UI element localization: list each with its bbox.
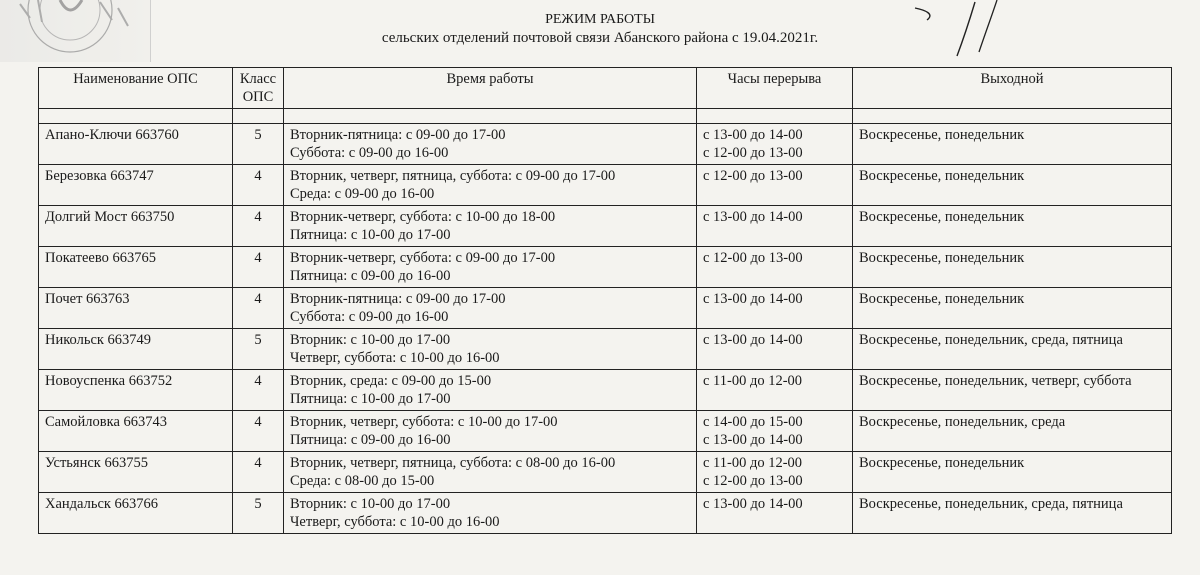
working-hours-line: Вторник: с 10-00 до 17-00 xyxy=(290,332,451,348)
table-row xyxy=(39,370,1172,411)
table-row xyxy=(39,493,1172,534)
cell-working-hours xyxy=(284,247,697,288)
cell-working-hours xyxy=(284,329,697,370)
cell-break-hours xyxy=(697,329,853,370)
column-header-breaks: Часы перерыва xyxy=(697,68,853,109)
cell-days-off: Воскресенье, понедельник xyxy=(853,124,1172,165)
cell-office-class: 5 xyxy=(233,124,284,165)
cell-office-class: 4 xyxy=(233,206,284,247)
table-row xyxy=(39,411,1172,452)
working-hours-line: Пятница: с 09-00 до 16-00 xyxy=(290,432,451,448)
working-hours-line: Пятница: с 10-00 до 17-00 xyxy=(290,391,451,407)
cell-office-class: 4 xyxy=(233,165,284,206)
column-header-name: Наименование ОПС xyxy=(39,68,233,109)
working-hours-line: Четверг, суббота: с 10-00 до 16-00 xyxy=(290,514,500,530)
cell-office-class: 4 xyxy=(233,370,284,411)
cell-office-name: Покатеево 663765 xyxy=(39,247,233,288)
working-hours-line: Вторник, среда: с 09-00 до 15-00 xyxy=(290,373,492,389)
working-hours-line: Вторник, четверг, суббота: с 10-00 до 17-00 xyxy=(290,414,558,430)
cell-break-hours xyxy=(697,288,853,329)
cell-office-class: 4 xyxy=(233,411,284,452)
working-hours-line: Четверг, суббота: с 10-00 до 16-00 xyxy=(290,350,500,366)
cell-working-hours xyxy=(284,206,697,247)
working-hours-line: Вторник, четверг, пятница, суббота: с 08-00 до 16-00 xyxy=(290,455,616,471)
cell-working-hours xyxy=(284,452,697,493)
document-subtitle: сельских отделений почтовой связи Абанского района с 19.04.2021г. xyxy=(381,30,819,46)
cell-days-off: Воскресенье, понедельник xyxy=(853,247,1172,288)
working-hours-line: Вторник, четверг, пятница, суббота: с 09-00 до 17-00 xyxy=(290,168,616,184)
column-header-days-off: Выходной xyxy=(853,68,1172,109)
column-header-class: Класс ОПС xyxy=(233,68,284,109)
working-hours-line: Среда: с 09-00 до 16-00 xyxy=(290,186,435,202)
cell-days-off: Воскресенье, понедельник, четверг, суббота xyxy=(853,370,1172,411)
working-hours-line: Вторник-пятница: с 09-00 до 17-00 xyxy=(290,291,506,307)
document-title: РЕЖИМ РАБОТЫ xyxy=(545,12,655,27)
cell-break-hours xyxy=(697,165,853,206)
cell-office-name: Березовка 663747 xyxy=(39,165,233,206)
table-row xyxy=(39,452,1172,493)
working-hours-line: Суббота: с 09-00 до 16-00 xyxy=(290,309,449,325)
working-hours-line: Вторник-пятница: с 09-00 до 17-00 xyxy=(290,127,506,143)
header-row xyxy=(39,68,1172,109)
working-hours-line: Суббота: с 09-00 до 16-00 xyxy=(290,145,449,161)
cell-office-name: Самойловка 663743 xyxy=(39,411,233,452)
cell-days-off: Воскресенье, понедельник, среда, пятница xyxy=(853,493,1172,534)
break-hours-line: с 13-00 до 14-00 xyxy=(703,291,803,307)
cell-office-name: Никольск 663749 xyxy=(39,329,233,370)
table-row xyxy=(39,206,1172,247)
break-hours-line: с 13-00 до 14-00 xyxy=(703,127,803,143)
cell-working-hours xyxy=(284,165,697,206)
break-hours-line: с 13-00 до 14-00 xyxy=(703,209,803,225)
working-hours-line: Среда: с 08-00 до 15-00 xyxy=(290,473,435,489)
working-hours-line: Вторник-четверг, суббота: с 09-00 до 17-00 xyxy=(290,250,556,266)
table-row xyxy=(39,247,1172,288)
cell-days-off: Воскресенье, понедельник xyxy=(853,288,1172,329)
cell-working-hours xyxy=(284,411,697,452)
cell-days-off: Воскресенье, понедельник xyxy=(853,206,1172,247)
cell-days-off: Воскресенье, понедельник xyxy=(853,452,1172,493)
break-hours-line: с 12-00 до 13-00 xyxy=(703,473,803,489)
table-row xyxy=(39,288,1172,329)
cell-break-hours xyxy=(697,370,853,411)
schedule-table xyxy=(38,67,1172,534)
break-hours-line: с 13-00 до 14-00 xyxy=(703,332,803,348)
cell-office-class: 5 xyxy=(233,329,284,370)
cell-break-hours xyxy=(697,206,853,247)
table-row xyxy=(39,165,1172,206)
break-hours-line: с 13-00 до 14-00 xyxy=(703,432,803,448)
spacer-row xyxy=(39,109,1172,124)
break-hours-line: с 12-00 до 13-00 xyxy=(703,250,803,266)
cell-working-hours xyxy=(284,370,697,411)
working-hours-line: Вторник: с 10-00 до 17-00 xyxy=(290,496,451,512)
cell-office-name: Устьянск 663755 xyxy=(39,452,233,493)
table-row xyxy=(39,329,1172,370)
cell-working-hours xyxy=(284,124,697,165)
break-hours-line: с 12-00 до 13-00 xyxy=(703,145,803,161)
working-hours-line: Пятница: с 10-00 до 17-00 xyxy=(290,227,451,243)
column-header-hours: Время работы xyxy=(284,68,697,109)
cell-office-name: Апано-Ключи 663760 xyxy=(39,124,233,165)
cell-working-hours xyxy=(284,493,697,534)
table-row xyxy=(39,124,1172,165)
cell-days-off: Воскресенье, понедельник, среда, пятница xyxy=(853,329,1172,370)
cell-days-off: Воскресенье, понедельник, среда xyxy=(853,411,1172,452)
cell-office-class: 4 xyxy=(233,452,284,493)
cell-days-off: Воскресенье, понедельник xyxy=(853,165,1172,206)
break-hours-line: с 11-00 до 12-00 xyxy=(703,455,803,471)
cell-break-hours xyxy=(697,411,853,452)
break-hours-line: с 11-00 до 12-00 xyxy=(703,373,803,389)
cell-break-hours xyxy=(697,452,853,493)
cell-office-name: Почет 663763 xyxy=(39,288,233,329)
cell-break-hours xyxy=(697,124,853,165)
cell-office-class: 4 xyxy=(233,247,284,288)
cell-working-hours xyxy=(284,288,697,329)
cell-office-name: Хандальск 663766 xyxy=(39,493,233,534)
break-hours-line: с 13-00 до 14-00 xyxy=(703,496,803,512)
break-hours-line: с 12-00 до 13-00 xyxy=(703,168,803,184)
cell-office-class: 4 xyxy=(233,288,284,329)
break-hours-line: с 14-00 до 15-00 xyxy=(703,414,803,430)
cell-office-class: 5 xyxy=(233,493,284,534)
cell-office-name: Долгий Мост 663750 xyxy=(39,206,233,247)
working-hours-line: Пятница: с 09-00 до 16-00 xyxy=(290,268,451,284)
working-hours-line: Вторник-четверг, суббота: с 10-00 до 18-00 xyxy=(290,209,556,225)
cell-office-name: Новоуспенка 663752 xyxy=(39,370,233,411)
cell-break-hours xyxy=(697,247,853,288)
cell-break-hours xyxy=(697,493,853,534)
